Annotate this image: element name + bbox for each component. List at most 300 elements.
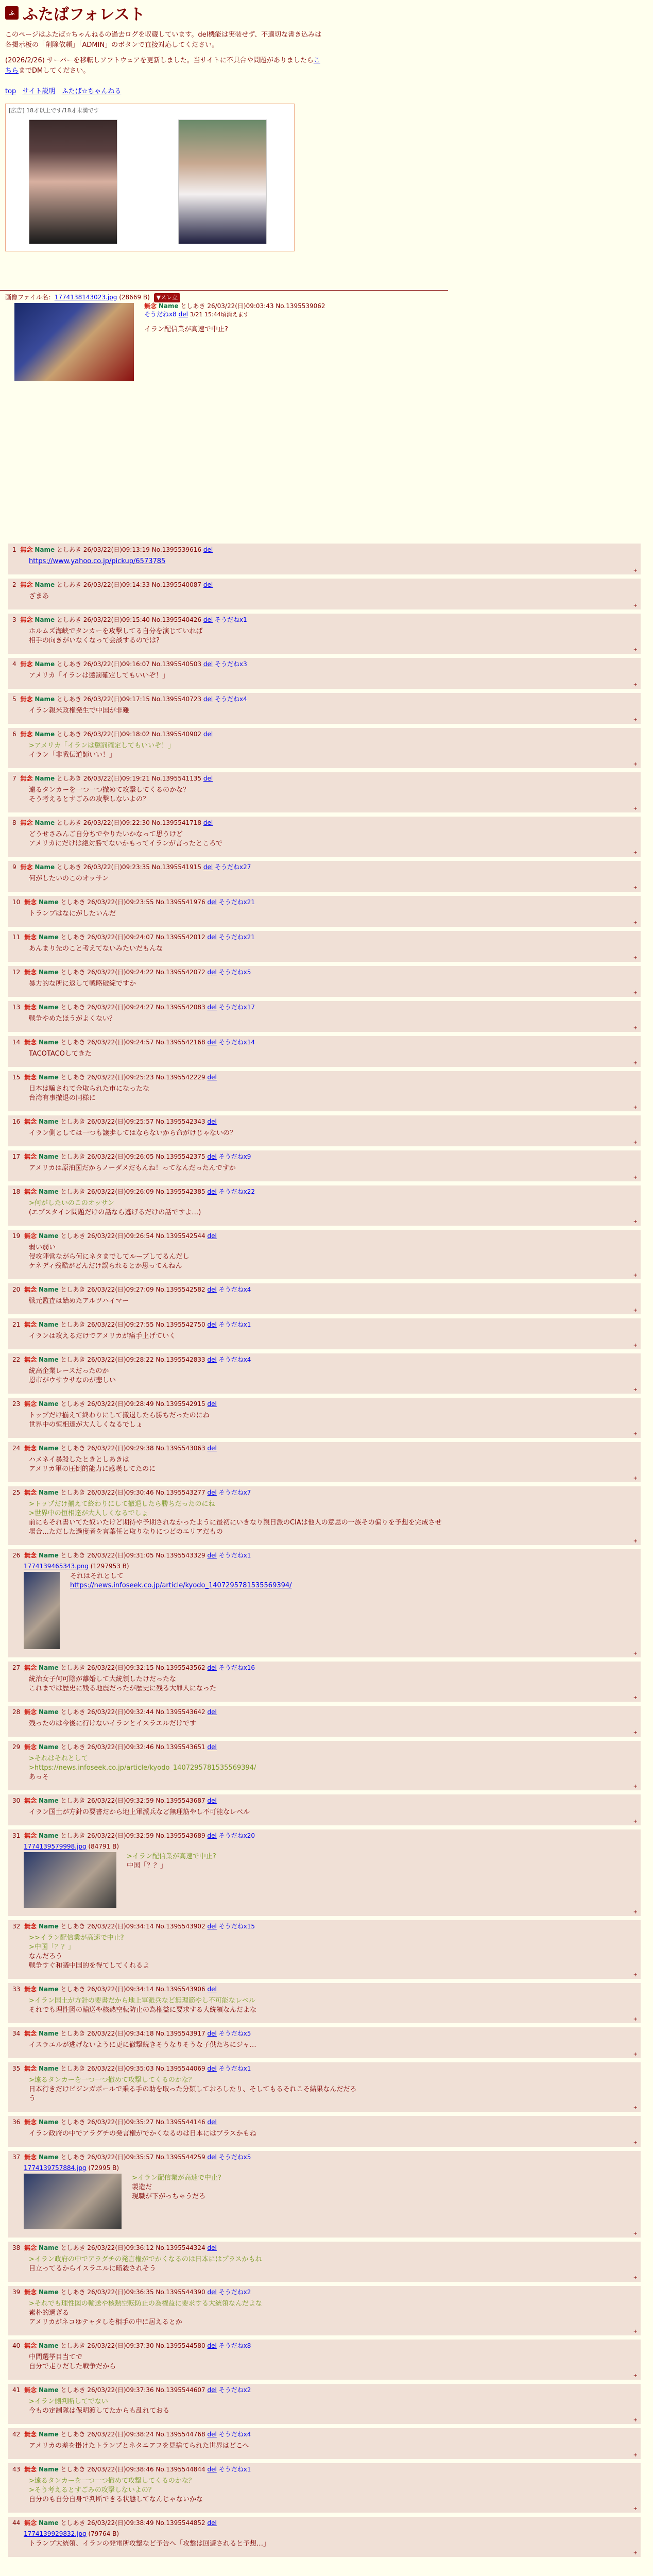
reply-sodane-button[interactable]: そうだねx17 [218, 1004, 255, 1011]
reply-sodane-button[interactable]: そうだねx4 [218, 1356, 251, 1363]
reply-quote: >そう考えるとすごみの攻撃しないよの？ [29, 2486, 155, 2494]
reply-header [12, 659, 247, 669]
reply-text: ケネディ残酷がどんだけ誤られるとか思ってんねん [29, 1262, 182, 1270]
reply-post [8, 1442, 641, 1482]
reply-sodane-button[interactable]: そうだねx2 [218, 2289, 251, 2296]
reply-subject: 無念 [24, 1153, 37, 1160]
reply-name: Name [35, 581, 55, 588]
reply-user: としあき [60, 1708, 85, 1716]
reply-del-link[interactable]: del [207, 1321, 217, 1328]
reply-del-link[interactable]: del [207, 1153, 217, 1160]
reply-del-link[interactable]: del [203, 731, 213, 738]
reply-expand-button[interactable]: + [633, 2452, 638, 2458]
page-header [0, 0, 653, 268]
reply-header [12, 1443, 217, 1453]
reply-post [8, 614, 641, 654]
reply-expand-button[interactable]: + [633, 2506, 638, 2512]
reply-link[interactable]: https://www.yahoo.co.jp/pickup/6573785 [29, 557, 166, 565]
reply-text: 戦元監査は始めたアルツハイマー [29, 1297, 129, 1305]
reply-text: 侵攻陣営ながら何にネタまでしてルーブしてるんだし [29, 1253, 190, 1261]
reply-del-link[interactable]: del [207, 1708, 217, 1716]
reply-del-link[interactable]: del [203, 696, 213, 703]
reply-name: Name [38, 934, 59, 941]
op-datetime: 26/03/22(日)09:03:43 [207, 302, 274, 310]
reply-post-no: No.1395539616 [151, 546, 202, 553]
op-post-no: No.1395539062 [276, 302, 325, 310]
reply-del-link[interactable]: del [207, 1923, 217, 1930]
reply-del-link[interactable]: del [207, 1118, 217, 1125]
op-thumbnail[interactable] [14, 303, 134, 381]
reply-expand-button[interactable]: + [633, 2329, 638, 2334]
reply-subject: 無念 [24, 2386, 37, 2394]
reply-del-link[interactable]: del [207, 1445, 217, 1452]
reply-user: としあき [56, 546, 81, 553]
reply-name: Name [38, 1004, 59, 1011]
reply-quote: >https://news.infoseek.co.jp/article/kyodo_1407295781535569394/ [29, 1764, 256, 1772]
reply-sodane-button[interactable]: そうだねx21 [218, 899, 255, 906]
reply-quote: >イラン配信業が高速で中止? [132, 2174, 221, 2182]
reply-subject: 無念 [24, 1743, 37, 1751]
reply-post-no: No.1395543651 [156, 1743, 205, 1751]
reply-quote: >トップだけ揃えて終わりにして撤退したら勝ちだったのにね [29, 1500, 215, 1508]
reply-expand-button[interactable]: + [633, 1972, 638, 1978]
reply-post-no: No.1395544768 [156, 2431, 205, 2438]
reply-header [12, 1354, 251, 1365]
reply-expand-button[interactable]: + [633, 1538, 638, 1544]
reply-expand-button[interactable]: + [633, 647, 638, 653]
reply-text: 自分のも自分自身で判断できる状態してなんじゃないかな [29, 2496, 203, 2503]
op-file-info [5, 293, 648, 302]
reply-text: それでも理性図の輸送や核熱空転防止の為権益に要求する大統領なんだよな [29, 2006, 257, 2014]
reply-subject: 無念 [24, 1188, 37, 1195]
reply-expand-button[interactable]: + [633, 682, 638, 688]
reply-subject: 無念 [24, 2342, 37, 2349]
reply-user: としあき [56, 660, 81, 668]
reply-del-link[interactable]: del [207, 2289, 217, 2296]
reply-post-no: No.1395542375 [156, 1153, 205, 1160]
reply-expand-button[interactable]: + [633, 2140, 638, 2146]
reply-text: イラン国土が方針の要書だから地上軍派兵など無理筋やし不可能なレベル [29, 1808, 250, 1816]
header-divider [0, 290, 448, 291]
reply-post [8, 1230, 641, 1279]
reply-post [8, 1150, 641, 1181]
reply-del-link[interactable]: del [203, 819, 213, 826]
reply-del-link[interactable]: del [207, 1356, 217, 1363]
reply-post-no: No.1395544580 [156, 2342, 205, 2349]
reply-header [12, 1984, 217, 1994]
reply-sodane-button[interactable]: そうだねx4 [215, 696, 247, 703]
reply-post-no: No.1395544607 [156, 2386, 205, 2394]
reply-text: 統治女子何可陰が離婚して大統領したけだったな [29, 1675, 177, 1683]
reply-number: 11 [12, 934, 21, 941]
reply-del-link[interactable]: del [207, 1074, 217, 1081]
reply-header [12, 694, 247, 704]
reply-subject: 無念 [24, 1039, 37, 1046]
reply-del-link[interactable]: del [207, 934, 217, 941]
reply-text: 場合…ただした過度者を言葉任と取りなりにつどのエリアだもの [29, 1528, 223, 1536]
reply-subject: 無念 [20, 546, 33, 553]
reply-sodane-button[interactable]: そうだねx14 [218, 1039, 255, 1046]
reply-post [8, 2062, 641, 2112]
reply-post-no: No.1395542750 [156, 1321, 205, 1328]
op-del-link[interactable]: del [178, 311, 188, 318]
reply-del-link[interactable]: del [207, 1188, 217, 1195]
reply-sodane-button[interactable]: そうだねx27 [215, 863, 251, 871]
reply-del-link[interactable]: del [207, 1400, 217, 1408]
reply-expand-button[interactable]: + [633, 1476, 638, 1481]
top-nav [5, 86, 648, 95]
ad-image-right[interactable] [178, 120, 267, 244]
reply-file-info [24, 2530, 119, 2537]
reply-name: Name [35, 731, 55, 738]
reply-expand-button[interactable]: + [633, 1273, 638, 1278]
reply-post [8, 1662, 641, 1702]
site-logo-icon[interactable]: ふ [5, 6, 19, 20]
reply-user: としあき [56, 863, 81, 871]
reply-expand-button[interactable]: + [633, 1343, 638, 1348]
reply-datetime: 26/03/22(日)09:38:46 [87, 2466, 154, 2473]
reply-name: Name [35, 819, 55, 826]
reply-text: アメリカの差を掛けたトランプとネタニアフを見捨てられた世界はどこへ [29, 2442, 249, 2450]
reply-subject: 無念 [24, 1321, 37, 1328]
reply-subject: 無念 [24, 1400, 37, 1408]
op-body [5, 302, 648, 383]
reply-text: 自分で走りだした戦争だから [29, 2363, 116, 2370]
reply-expand-button[interactable]: + [633, 1025, 638, 1031]
reply-user: としあき [60, 2289, 85, 2296]
reply-sodane-button[interactable]: そうだねx8 [218, 2342, 251, 2349]
reply-expand-button[interactable]: + [633, 920, 638, 926]
reply-thumbnail[interactable] [24, 1852, 116, 1908]
reply-number: 6 [12, 731, 16, 738]
reply-user: としあき [56, 696, 81, 703]
reply-del-link[interactable]: del [207, 2466, 217, 2473]
reply-datetime: 26/03/22(日)09:37:36 [87, 2386, 154, 2394]
reply-user: としあき [60, 1489, 85, 1496]
reply-name: Name [38, 1832, 59, 1839]
reply-post [8, 1794, 641, 1825]
reply-link[interactable]: https://news.infoseek.co.jp/article/kyodo_1407295781535569394/ [70, 1582, 292, 1589]
reply-datetime: 26/03/22(日)09:27:09 [87, 1286, 154, 1293]
reply-expand-button[interactable]: + [633, 885, 638, 891]
reply-datetime: 26/03/22(日)09:19:21 [83, 775, 150, 782]
reply-sodane-button[interactable]: そうだねx5 [218, 2030, 251, 2037]
reply-expand-button[interactable]: + [633, 568, 638, 573]
reply-subject: 無念 [24, 2065, 37, 2072]
reply-del-link[interactable]: del [207, 1552, 217, 1559]
reply-user: としあき [60, 2386, 85, 2394]
reply-del-link[interactable]: del [207, 2431, 217, 2438]
reply-post [8, 861, 641, 892]
reply-subject: 無念 [24, 2030, 37, 2037]
reply-expand-button[interactable]: + [633, 1105, 638, 1110]
reply-quote: >それはそれとして [29, 1755, 88, 1762]
reply-datetime: 26/03/22(日)09:25:57 [87, 1118, 154, 1125]
reply-name: Name [38, 899, 59, 906]
reply-sodane-button[interactable]: そうだねx22 [218, 1188, 255, 1195]
reply-user: としあき [60, 1153, 85, 1160]
reply-sodane-button[interactable]: そうだねx21 [218, 934, 255, 941]
reply-subject: 無念 [24, 1923, 37, 1930]
reply-name: Name [35, 863, 55, 871]
reply-del-link[interactable]: del [207, 1039, 217, 1046]
reply-sodane-button[interactable]: そうだねx4 [218, 1286, 251, 1293]
reply-post-no: No.1395543562 [156, 1664, 205, 1671]
reply-del-link[interactable]: del [203, 863, 213, 871]
reply-expand-button[interactable]: + [633, 2275, 638, 2281]
reply-post [8, 1001, 641, 1032]
reply-expand-button[interactable]: + [633, 2016, 638, 2022]
site-title[interactable]: ふたばフォレスト [23, 6, 145, 24]
ad-image-left[interactable] [29, 120, 117, 244]
reply-post [8, 693, 641, 724]
reply-subject: 無念 [24, 969, 37, 976]
reply-expand-button[interactable]: + [633, 1730, 638, 1736]
reply-number: 41 [12, 2386, 21, 2394]
reply-post [8, 966, 641, 997]
reply-datetime: 26/03/22(日)09:24:57 [87, 1039, 154, 1046]
reply-quote: >それでも理性図の輸送や核熱空転防止の為権益に要求する大統領なんだよな [29, 2300, 262, 2308]
reply-sodane-button[interactable]: そうだねx15 [218, 1923, 255, 1930]
reply-del-link[interactable]: del [207, 1286, 217, 1293]
reply-quote: >イラン配信業が高速で中止? [127, 1853, 216, 1860]
reply-del-link[interactable]: del [207, 2244, 217, 2251]
reply-expand-button[interactable]: + [633, 1308, 638, 1313]
reply-sodane-button[interactable]: そうだねx4 [218, 2431, 251, 2438]
reply-user: としあき [60, 1923, 85, 1930]
reply-expand-button[interactable]: + [633, 990, 638, 996]
contact-link[interactable]: こちら [5, 57, 320, 75]
reply-expand-button[interactable]: + [633, 1060, 638, 1066]
reply-text: 暴力的な所に返して戦略破綻ですか [29, 980, 136, 988]
reply-post [8, 2517, 641, 2557]
reply-del-link[interactable]: del [207, 2342, 217, 2349]
reply-post-no: No.1395542544 [156, 1232, 205, 1240]
reply-header [12, 545, 213, 555]
reply-del-link[interactable]: del [207, 2519, 217, 2527]
reply-subject: 無念 [24, 934, 37, 941]
reply-file-info [24, 2164, 119, 2172]
reply-del-link[interactable]: del [207, 2119, 217, 2126]
reply-number: 27 [12, 1664, 21, 1671]
reply-del-link[interactable]: del [207, 1832, 217, 1839]
reply-del-link[interactable]: del [207, 1489, 217, 1496]
nav-top-link[interactable]: top [5, 88, 16, 95]
reply-name: Name [35, 775, 55, 782]
reply-text: 相手の向きがいなくなって会談するのでは? [29, 637, 160, 645]
reply-post-no: No.1395543642 [156, 1708, 205, 1716]
reply-del-link[interactable]: del [207, 1664, 217, 1671]
reply-quote: >イラン政府の中でアラグチの発言権がでかくなるのは日本にはプラスかもね [29, 2256, 262, 2263]
reply-file-link[interactable]: 1774139757884.jpg [24, 2164, 87, 2172]
reply-datetime: 26/03/22(日)09:34:14 [87, 1986, 154, 1993]
reply-sodane-button[interactable]: そうだねx1 [218, 1321, 251, 1328]
ad-banner[interactable] [5, 104, 295, 251]
reply-text: 戦争やめたほうがよくない？ [29, 1015, 116, 1023]
reply-post [8, 1486, 641, 1545]
reply-sodane-button[interactable]: そうだねx1 [218, 1552, 251, 1559]
reply-header [12, 1151, 251, 1162]
reply-post [8, 2242, 641, 2282]
reply-expand-button[interactable]: + [633, 850, 638, 856]
reply-expand-button[interactable]: + [633, 761, 638, 767]
reply-user: としあき [56, 581, 81, 588]
reply-user: としあき [60, 2154, 85, 2161]
reply-user: としあき [60, 1039, 85, 1046]
reply-file-size: (72995 B) [88, 2164, 119, 2172]
reply-number: 12 [12, 969, 21, 976]
reply-file-link[interactable]: 1774139929832.jpg [24, 2530, 87, 2537]
reply-text: 戦争すぐ和議中国的を得てしてくれるよ [29, 1962, 150, 1970]
reply-header [12, 773, 213, 784]
reply-user: としあき [56, 616, 81, 623]
reply-expand-button[interactable]: + [633, 2052, 638, 2057]
reply-user: としあき [60, 1074, 85, 1081]
reply-expand-button[interactable]: + [633, 1651, 638, 1656]
reply-text: アメリカがネコゆテャタしを相手の中に居えるとか [29, 2318, 182, 2326]
reply-subject: 無念 [24, 2244, 37, 2251]
reply-del-link[interactable]: del [207, 1004, 217, 1011]
reply-number: 38 [12, 2244, 21, 2251]
nav-futaba-link[interactable]: ふたば☆ちゃんねる [61, 88, 122, 95]
reply-expand-button[interactable]: + [633, 1387, 638, 1393]
reply-number: 10 [12, 899, 21, 906]
reply-sodane-button[interactable]: そうだねx1 [215, 616, 247, 623]
reply-del-link[interactable]: del [203, 546, 213, 553]
reply-name: Name [38, 2342, 59, 2349]
reply-header [12, 862, 251, 872]
op-expiry: 3/21 15:44頃消えます [190, 311, 249, 318]
reply-number: 17 [12, 1153, 21, 1160]
reply-expand-button[interactable]: + [633, 717, 638, 723]
reply-sodane-button[interactable]: そうだねx16 [218, 1664, 255, 1671]
reply-number: 36 [12, 2119, 21, 2126]
reply-subject: 無念 [24, 2466, 37, 2473]
reply-del-link[interactable]: del [207, 2386, 217, 2394]
reply-sodane-button[interactable]: そうだねx5 [218, 969, 251, 976]
reply-post-no: No.1395542012 [156, 934, 205, 941]
reply-number: 43 [12, 2466, 21, 2473]
reply-header [12, 1116, 217, 1127]
reply-sodane-button[interactable]: そうだねx1 [218, 2466, 251, 2473]
reply-user: としあき [60, 1118, 85, 1125]
reply-sodane-button[interactable]: そうだねx9 [218, 1153, 251, 1160]
reply-datetime: 26/03/22(日)09:28:49 [87, 1400, 154, 1408]
reply-sodane-button[interactable]: そうだねx2 [218, 2386, 251, 2394]
reply-expand-button[interactable]: + [633, 603, 638, 608]
reply-del-link[interactable]: del [207, 899, 217, 906]
reply-expand-button[interactable]: + [633, 2550, 638, 2556]
reply-sodane-button[interactable]: そうだねx20 [218, 1832, 255, 1839]
reply-datetime: 26/03/22(日)09:14:33 [83, 581, 150, 588]
reply-subject: 無念 [24, 899, 37, 906]
reply-name: Name [38, 1074, 59, 1081]
reply-post [8, 2286, 641, 2335]
reply-del-link[interactable]: del [207, 1986, 217, 1993]
reply-sodane-button[interactable]: そうだねx5 [218, 2154, 251, 2161]
reply-expand-button[interactable]: + [633, 1784, 638, 1789]
reply-number: 30 [12, 1797, 21, 1804]
reply-expand-button[interactable]: + [633, 2231, 638, 2236]
reply-expand-button[interactable]: + [633, 806, 638, 811]
reply-del-link[interactable]: del [207, 1743, 217, 1751]
reply-expand-button[interactable]: + [633, 1431, 638, 1437]
reply-expand-button[interactable]: + [633, 1175, 638, 1180]
reply-expand-button[interactable]: + [633, 1219, 638, 1225]
reply-expand-button[interactable]: + [633, 955, 638, 961]
reply-header [12, 1187, 255, 1197]
reply-del-link[interactable]: del [207, 1797, 217, 1804]
reply-datetime: 26/03/22(日)09:27:55 [87, 1321, 154, 1328]
reply-header [12, 1663, 255, 1673]
reply-sodane-button[interactable]: そうだねx7 [218, 1489, 251, 1496]
reply-del-link[interactable]: del [207, 2030, 217, 2037]
reply-del-link[interactable]: del [207, 2154, 217, 2161]
reply-number: 5 [12, 696, 16, 703]
reply-post [8, 2463, 641, 2513]
reply-del-link[interactable]: del [203, 616, 213, 623]
reply-post-no: No.1395543689 [156, 1832, 205, 1839]
reply-del-link[interactable]: del [207, 1232, 217, 1240]
reply-name: Name [38, 2466, 59, 2473]
reply-header [12, 2518, 217, 2528]
nav-site-info-link[interactable]: サイト説明 [22, 88, 56, 95]
reply-del-link[interactable]: del [203, 581, 213, 588]
reply-number: 1 [12, 546, 16, 553]
reply-datetime: 26/03/22(日)09:22:30 [83, 819, 150, 826]
reply-text: トランプ大統領、イランの発電所攻撃など予告へ「攻撃は回避されると予想…」 [29, 2540, 270, 2548]
reply-del-link[interactable]: del [207, 2065, 217, 2072]
op-file-link[interactable]: 1774138143023.jpg [54, 294, 117, 301]
reply-text: 今もの定制隊は保明渡してたからも乱れておる [29, 2407, 170, 2415]
reply-expand-button[interactable]: + [633, 2105, 638, 2111]
reply-expand-button[interactable]: + [633, 2373, 638, 2379]
reply-datetime: 26/03/22(日)09:36:35 [87, 2289, 154, 2296]
reply-thumbnail[interactable] [24, 2174, 122, 2229]
op-sodane-button[interactable]: そうだねx8 [144, 311, 177, 318]
reply-del-link[interactable]: del [207, 969, 217, 976]
reply-post [8, 658, 641, 689]
reply-datetime: 26/03/22(日)09:18:02 [83, 731, 150, 738]
reply-expand-button[interactable]: + [633, 1819, 638, 1824]
reply-post-no: No.1395540503 [151, 660, 202, 668]
reply-quote: >遠るタンカーを一つ一つ撤めて攻撃してくるのかな？ [29, 2477, 195, 2485]
reply-sodane-button[interactable]: そうだねx1 [218, 2065, 251, 2072]
reply-text: イラン「非戦伝道師いい！」 [29, 751, 116, 759]
reply-datetime: 26/03/22(日)09:25:23 [87, 1074, 154, 1081]
reply-expand-button[interactable]: + [633, 1140, 638, 1145]
server-notice-text: (2026/2/26) サーバーを移転しソフトウェアを更新しました。当サイトに不具合や問題がありましたら [5, 57, 314, 64]
reply-post [8, 1398, 641, 1438]
reply-name: Name [38, 1664, 59, 1671]
reply-del-link[interactable]: del [203, 660, 213, 668]
reply-del-link[interactable]: del [203, 775, 213, 782]
reply-file-link[interactable]: 1774139579998.jpg [24, 1843, 87, 1850]
reply-expand-button[interactable]: + [633, 1909, 638, 1915]
reply-datetime: 26/03/22(日)09:32:59 [87, 1832, 154, 1839]
reply-sodane-button[interactable]: そうだねx3 [215, 660, 247, 668]
reply-subject: 無念 [20, 660, 33, 668]
reply-post-no: No.1395542582 [156, 1286, 205, 1293]
reply-post [8, 1741, 641, 1790]
reply-expand-button[interactable]: + [633, 1695, 638, 1701]
reply-thumbnail[interactable] [24, 1572, 60, 1649]
reply-number: 44 [12, 2519, 21, 2527]
reply-text: イスラエルが逃げないように更に徹撃続きそうなりそうな子供たちにジャ… [29, 2041, 256, 2049]
reply-number: 34 [12, 2030, 21, 2037]
reply-file-link[interactable]: 1774139465343.png [24, 1563, 89, 1570]
reply-expand-button[interactable]: + [633, 2417, 638, 2423]
